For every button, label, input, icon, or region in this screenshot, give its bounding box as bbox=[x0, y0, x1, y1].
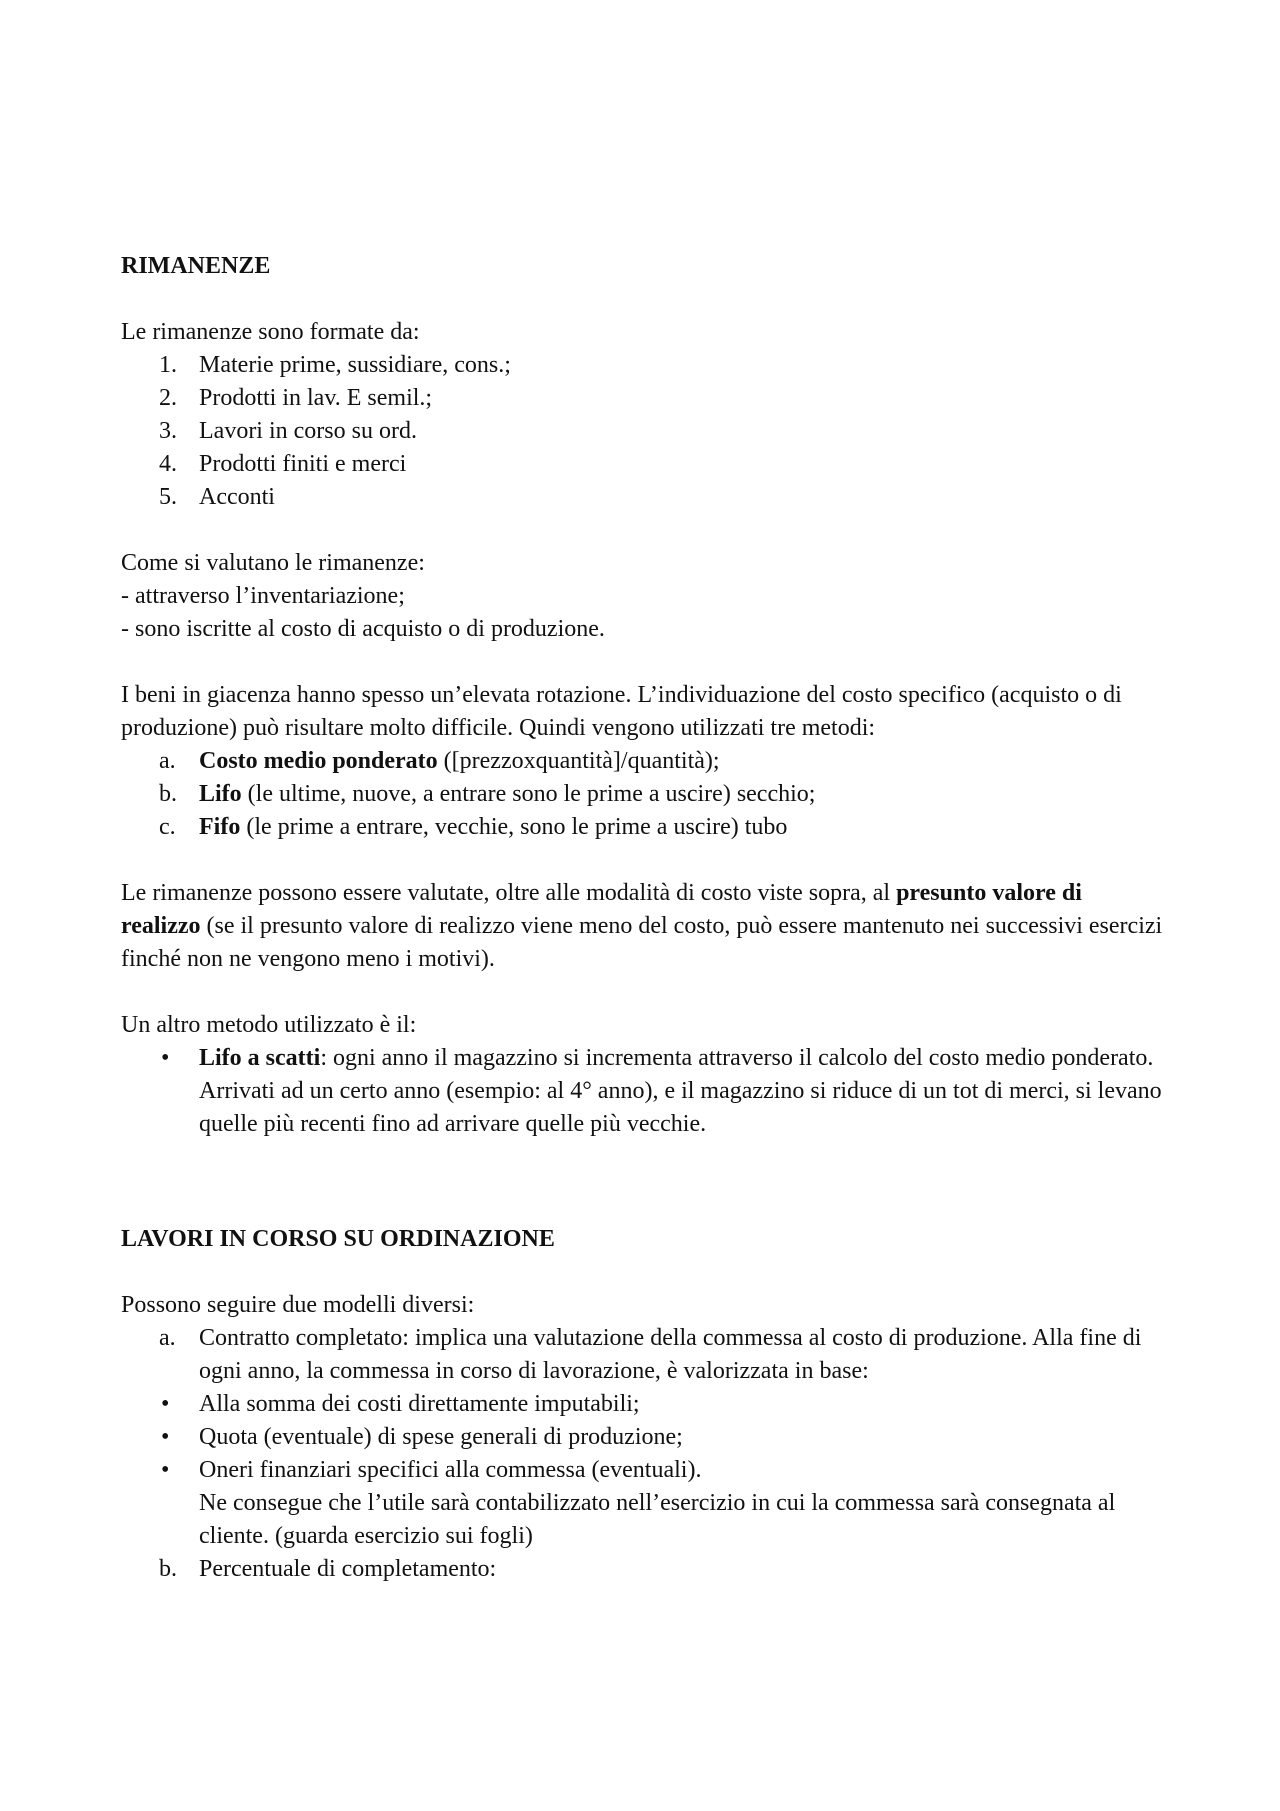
section-title-lavori: LAVORI IN CORSO SU ORDINAZIONE bbox=[121, 1226, 555, 1252]
rimanenze-intro: Le rimanenze sono formate da: bbox=[121, 319, 420, 345]
bullet-item bbox=[121, 1454, 1166, 1487]
contract-text: Contratto completato: implica una valutazione della commessa al costo di produzione. Alla fine di ogni anno, la commessa in corso di lavorazione, è valorizzata in base: bbox=[199, 1325, 1142, 1384]
list-marker: 4. bbox=[159, 451, 177, 477]
list-item bbox=[121, 481, 1166, 514]
method-name: Lifo bbox=[199, 781, 242, 807]
lifo-scatti-item bbox=[121, 1042, 1166, 1141]
list-marker: 5. bbox=[159, 484, 177, 510]
list-item bbox=[121, 382, 1166, 415]
contract-bullets bbox=[121, 1388, 1166, 1487]
method-description: (le ultime, nuove, a entrare sono le prime a uscire) secchio; bbox=[241, 781, 816, 807]
section-title-rimanenze: RIMANENZE bbox=[121, 253, 271, 279]
method-item bbox=[121, 745, 1166, 778]
bullet-marker: • bbox=[161, 1457, 170, 1483]
bullet-marker: • bbox=[161, 1424, 170, 1450]
bullet-marker: • bbox=[161, 1391, 170, 1417]
list-marker: a. bbox=[159, 1325, 176, 1351]
methods-list bbox=[121, 745, 1166, 844]
list-marker: c. bbox=[159, 814, 176, 840]
list-marker: b. bbox=[159, 781, 177, 807]
bullet-marker: • bbox=[161, 1045, 170, 1071]
bullet-text: Alla somma dei costi direttamente imputabili; bbox=[199, 1391, 640, 1417]
list-item bbox=[121, 349, 1166, 382]
bullet-item bbox=[121, 1421, 1166, 1454]
method-item bbox=[121, 811, 1166, 844]
realizzo-text: Le rimanenze possono essere valutate, oltre alle modalità di costo viste sopra, al bbox=[121, 880, 897, 906]
percentage-text: Percentuale di completamento: bbox=[199, 1556, 497, 1582]
consequence-text: Ne consegue che l’utile sarà contabilizzato nell’esercizio in cui la commessa sarà consegnata al cliente. (guarda esercizio sui fogli) bbox=[199, 1490, 1116, 1549]
list-item bbox=[121, 448, 1166, 481]
rimanenze-list bbox=[121, 349, 1166, 514]
realizzo-paragraph bbox=[121, 877, 1166, 976]
lavori-intro: Possono seguire due modelli diversi: bbox=[121, 1292, 475, 1318]
realizzo-text: (se il presunto valore di realizzo viene meno del costo, può essere mantenuto nei successivi esercizi finché non ne vengono meno i motivi). bbox=[121, 913, 1163, 972]
lifo-scatti-text: : ogni anno il magazzino si incrementa attraverso il calcolo del costo medio ponderato. Arrivati ad un certo anno (esempio: al 4° anno), e il magazzino si riduce di un tot di merci, si levano quelle più recenti fino ad arrivare quelle più vecchie. bbox=[199, 1045, 1162, 1137]
method-name: Fifo bbox=[199, 814, 241, 840]
list-marker: b. bbox=[159, 1556, 177, 1582]
method-item bbox=[121, 778, 1166, 811]
document-page bbox=[121, 250, 1166, 1586]
valuation-line: - sono iscritte al costo di acquisto o di produzione. bbox=[121, 616, 605, 642]
list-marker: 2. bbox=[159, 385, 177, 411]
list-item-text: Prodotti finiti e merci bbox=[199, 451, 407, 477]
lifo-scatti-name: Lifo a scatti bbox=[199, 1045, 321, 1071]
list-item-text: Lavori in corso su ord. bbox=[199, 418, 417, 444]
list-item-text: Prodotti in lav. E semil.; bbox=[199, 385, 433, 411]
bullet-text: Oneri finanziari specifici alla commessa (eventuali). bbox=[199, 1457, 702, 1483]
bullet-text: Quota (eventuale) di spese generali di produzione; bbox=[199, 1424, 683, 1450]
valuation-title: Come si valutano le rimanenze: bbox=[121, 550, 425, 576]
valuation-line: - attraverso l’inventariazione; bbox=[121, 583, 405, 609]
list-marker: 1. bbox=[159, 352, 177, 378]
method-name: Costo medio ponderato bbox=[199, 748, 438, 774]
realizzo-bold: presunto valore di realizzo bbox=[121, 880, 1082, 939]
method-description: (le prime a entrare, vecchie, sono le prime a uscire) tubo bbox=[240, 814, 788, 840]
percentage-item bbox=[121, 1553, 1166, 1586]
list-marker: a. bbox=[159, 748, 176, 774]
contract-item bbox=[121, 1322, 1166, 1388]
list-marker: 3. bbox=[159, 418, 177, 444]
list-item bbox=[121, 415, 1166, 448]
list-item-text: Materie prime, sussidiare, cons.; bbox=[199, 352, 511, 378]
bullet-item bbox=[121, 1388, 1166, 1421]
methods-paragraph: I beni in giacenza hanno spesso un’elevata rotazione. L’individuazione del costo specifico (acquisto o di produzione) può risultare molto difficile. Quindi vengono utilizzati tre metodi: bbox=[121, 682, 1122, 741]
other-method-intro: Un altro metodo utilizzato è il: bbox=[121, 1012, 417, 1038]
method-description: ([prezzoxquantità]/quantità); bbox=[437, 748, 720, 774]
list-item-text: Acconti bbox=[199, 484, 275, 510]
